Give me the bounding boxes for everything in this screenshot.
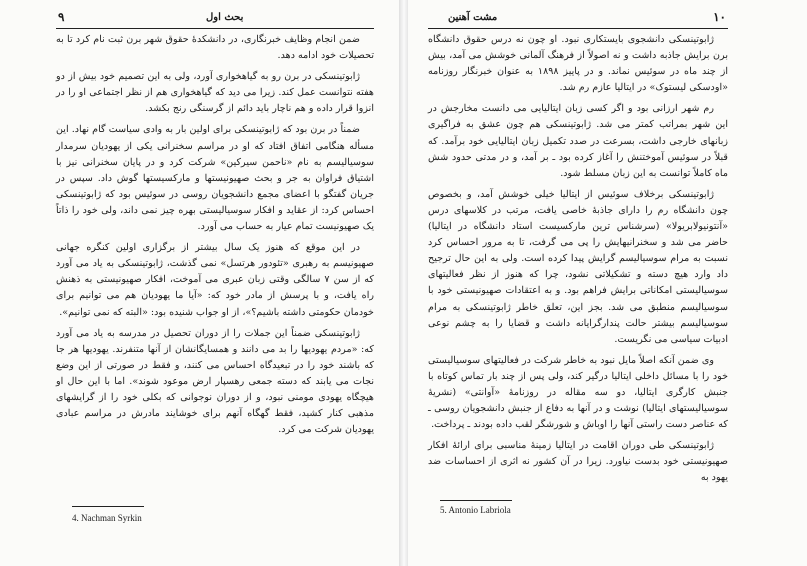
right-paragraph-3: ژابوتینسکی برخلاف سوئیس از ایتالیا خیلی خوشش آمد، و بخصوص چون دانشگاه رم را دارای جاذبهٔ خاصی یافت، مرتب در کلاسهای درس «آنتونیولابریولا» (سرشناس ترین مارکسیست استاد دانشگاه در ایتالیا) حاضر می شد و سخنرانیهایش را پی می گرفت، تا به مرور احساس کرد نسبت به مرام سوسیالیسم گرایش پیدا کرده است. ولی به این حال ترجیح داد وارد هیچ دسته و تشکیلاتی نشود، چرا که هنوز از نظر فعالیتهای سوسیالیستی امکاناتی برایش فراهم بود. و به اعتقادات صهیونیستی خود با سوسیالیسم منطبق می شد. بجز این، تعلق خاطر ژابوتینسکی به مرام سوسیالیسم بیشتر حالت پندارگرایانه داشت و قضایا را به چشم نوعی ادبیات سیاسی می نگریست. <box>428 188 728 345</box>
right-page-number: ۱۰ <box>713 10 726 24</box>
right-paragraph-4: وی ضمن آنکه اصلاً مایل نبود به خاطر شرکت در فعالیتهای سوسیالیستی خود را با مسائل داخلی ایتالیا درگیر کند، ولی پس از چند بار تماس کوتاه با جنبش کارگری ایتالیا، دو سه مقاله در روزنامهٔ «آوانتی» (نشریهٔ سوسیالیستهای ایتالیا) نوشت و در آنها به دفاع از جنبش دانشجویان روسی ـ که عناصر دست راستی آنها را اوباش و شورشگر لقب داده بودند ـ پرداخت. <box>428 354 728 431</box>
right-page-header <box>428 10 728 29</box>
right-running-head: مشت آهنین <box>448 12 498 23</box>
left-paragraph-2: ژابوتینسکی در برن رو به گیاهخواری آورد، ولی به این تصمیم خود بیش از دو هفته نتوانست عمل کند. زیرا می دید که گیاهخواری هم از نظر اجتماعی او را در انزوا قرار داده و هم ناچار باید دائم از گرسنگی رنج بکشد. <box>56 71 374 115</box>
right-footnote: 5. Antonio Labriola <box>440 505 511 515</box>
right-page <box>408 0 807 566</box>
left-footnote-rule <box>72 506 144 507</box>
left-page-header <box>56 10 374 29</box>
left-page <box>0 0 400 566</box>
left-body-text <box>56 32 374 443</box>
right-footnote-rule <box>440 500 512 501</box>
left-footnote: 4. Nachman Syrkin <box>72 513 142 523</box>
right-body-text <box>428 32 728 492</box>
left-paragraph-4: در این موقع که هنوز یک سال بیشتر از برگزاری اولین کنگره جهانی صهیونیسم به رهبری «تئودور هرتسل» نمی گذشت، ژابوتینسکی به یاد می آورد که از سن ۷ سالگی وقتی زبان عبری می آموخت، افکار صهیونیستی به ذهنش راه یافت، و با پرسش از مادر خود که: «آیا ما یهودیان هم می توانیم برای خودمان حکومتی داشته باشیم؟»، از او جواب شنیده بود: «البته که نمی توانیم». <box>56 242 374 318</box>
left-paragraph-1: ضمن انجام وظایف خبرنگاری، در دانشکدهٔ حقوق شهر برن ثبت نام کرد تا به تحصیلات خود ادامه دهد. <box>56 34 374 62</box>
right-paragraph-5: ژابوتینسکی طی دوران اقامت در ایتالیا زمینهٔ مناسبی برای ارائهٔ افکار صهیونیستی خود بدست نیاورد. زیرا در آن کشور نه اثری از احساسات ضد یهود به <box>428 440 728 484</box>
left-running-head: بحث اول <box>206 12 244 23</box>
left-paragraph-3: ضمناً در برن بود که ژابوتینسکی برای اولین بار به وادی سیاست گام نهاد. این مسأله هنگامی اتفاق افتاد که او در مراسم سخنرانی یکی از یهودیان سرمدار سوسیالیسم به نام «ناحمن سیرکین» شرکت کرد و در پایان سخنرانی نیز با اشتیاق فراوان به جر و بحث صهیونیستها و مارکسیستها گوش داد. سپس در جریان گفتگو با اعضای مجمع دانشجویان روسی در سوئیس بود که ژابوتینسکی احساس کرد: از عقاید و افکار سوسیالیستی بهره چیز نمی داند، ولی خود را ذاتاً یک صهیونیست تمام عیار به حساب می آورد. <box>56 124 374 233</box>
right-paragraph-2: رم شهر ارزانی بود و اگر کسی زبان ایتالیایی می دانست مخارجش در این شهر بمراتب کمتر می شد. ژابوتینسکی هم چون عشق به فراگیری زبانهای خارجی داشت، بسرعت در صدد تکمیل زبان ایتالیایی خود برآمد. که قبلاً در سوئیس آموختنش را آغاز کرده بود ـ بر آمد، و در مدتی حدود شش ماه کاملاً توانست به این زبان مسلط شود. <box>428 103 728 179</box>
right-paragraph-1: ژابوتینسکی دانشجوی بایستکاری نبود. او چون نه درس حقوق دانشگاه برن برایش جاذبه داشت و نه اصولاً از فرهنگ آلمانی خوشش می آمد، بیش از چند ماه در سوئیس نماند. و در پاییز ۱۸۹۸ به عنوان خبرنگار روزنامه «اودسکی لیستوک» در ایتالیا عازم رم شد. <box>428 34 729 94</box>
book-gutter <box>400 0 408 566</box>
left-paragraph-5: ژابوتینسکی ضمناً این جملات را از دوران تحصیل در مدرسه به یاد می آورد که: «مردم یهودیها را بد می دانند و همسایگانشان از آنها متنفرند. یهودیها هر جا که باشند خود را در تبعیدگاه احساس می کنند، و فقط در صورتی از این وضع نجات می یابند که دسته جمعی رهسپار ارض موعود شوند». اما با این حال او هیچگاه یهودی مومنی نبود، و از دوران نوجوانی که بکلی خود را از گرایشهای مذهبی کنار کشید، فقط گهگاه آنهم برای خوشایند مادرش در مراسم عبادی یهودیان شرکت می کرد. <box>56 327 374 436</box>
left-page-number: ۹ <box>58 10 65 24</box>
